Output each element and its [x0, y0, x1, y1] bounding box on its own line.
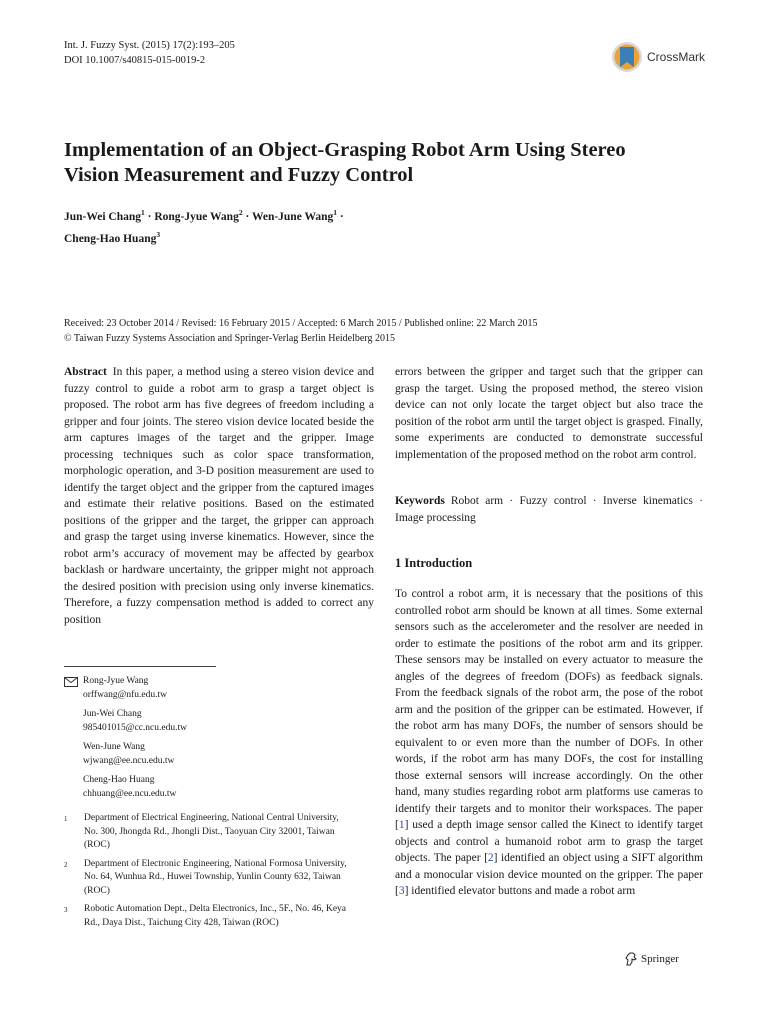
- abstract-continuation: [395, 364, 703, 463]
- contact-entry: [64, 741, 374, 768]
- author-name: Rong-Jyue Wang: [154, 210, 239, 223]
- doi: DOI 10.1007/s40815-015-0019-2: [64, 55, 206, 66]
- dates-line: Received: 23 October 2014 / Revised: 16 February 2015 / Accepted: 6 March 2015 / Published online: 22 March 2015: [64, 318, 538, 329]
- author-affil-marker: 3: [156, 229, 161, 239]
- keywords: [395, 493, 703, 526]
- publisher-name: Springer: [641, 953, 679, 965]
- introduction-paragraph: [395, 586, 703, 900]
- affiliation-number: 1: [64, 815, 68, 823]
- envelope-icon: [64, 677, 78, 687]
- abstract: [64, 364, 374, 628]
- citation-link[interactable]: 1: [398, 819, 405, 831]
- affiliation-text: Department of Electronic Engineering, National Formosa University, No. 64, Wunhua Rd., Huwei Township, Yunlin County 632, Taiwan (ROC): [84, 858, 347, 896]
- author-name: Jun-Wei Chang: [64, 210, 142, 223]
- affiliation-item: [64, 858, 374, 899]
- affiliation-number: 2: [64, 860, 68, 869]
- abstract-body: In this paper, a method using a stereo vision device and fuzzy control to guide a robot arm to grasp a target object is proposed. The robot arm has five degrees of freedom including a gripper and four joints. The stereo vision device located beside the arm captures images of the target and the gripper. Image processing techniques such as color space transformation, morphologic operation, and 3-D position measurement are used to identify the target object and the gripper from the captured images and estimate their relative positions. Based on the estimated positions of the gripper and the target, the gripper can approach and grasp the target using inverse kinematics. However, since the robot arm’s accuracy of movement may be affected by gearbox backlash or hardware uncertainty, the gripper might not approach the desired position with precision using only inverse kinematics. Therefore, a fuzzy compensation method is added to correct any position: [64, 366, 374, 626]
- journal-citation: Int. J. Fuzzy Syst. (2015) 17(2):193–205: [64, 40, 235, 51]
- affiliation-text: Department of Electrical Engineering, National Central University, No. 300, Jhongda Rd., Jhongli Dist., Taoyuan City 32001, Taiwan (ROC): [84, 813, 339, 850]
- crossmark-badge[interactable]: [611, 40, 705, 74]
- contact-name: Rong-Jyue Wang: [83, 676, 149, 686]
- contact-email[interactable]: orffwang@nfu.edu.tw: [83, 689, 168, 700]
- springer-horse-icon: [624, 952, 638, 966]
- abstract-continuation-text: errors between the gripper and target such that the gripper can grasp the target. Using the proposed method, the stereo vision device can not only locate the target object but also trace the position of the robot arm until the target object is grasped. Finally, some experiments are conducted to demonstrate successful implementation of the proposed method on the robot arm control.: [395, 366, 703, 461]
- title-line: Implementation of an Object-Grasping Robot Arm Using Stereo: [64, 139, 626, 161]
- author-separator: ·: [242, 210, 252, 223]
- introduction-text: To control a robot arm, it is necessary that the positions of this controlled robot arm should be known at all times. Some external sensors such as the accelerometer and the resolver are needed in order to estimate the positions of the robot arm and its gripper. These sensors may be installed on every actuator to measure the angles of the degrees of freedom (DOFs) as feedback signals. From the feedback signals of the robot arm, the pose of the robot arm and the position of the gripper can be estimated. However, if the robot arm has many DOFs, the number of sensors should be equivalent to or even more than the number of DOFs. In other words, if the robot arm has many DOFs, the cost for installing those external sensors will increase accordingly. On the other hand, many studies regarding robot arm platforms use cameras to identify their targets and to monitor their workspaces. The paper [: [395, 588, 703, 831]
- introduction-body: [395, 586, 703, 900]
- keywords-text: Robot arm · Fuzzy control · Inverse kinematics · Image processing: [395, 495, 703, 524]
- affiliation-item: [64, 812, 374, 853]
- affiliation-item: [64, 903, 374, 930]
- keywords-heading: Keywords: [395, 495, 445, 507]
- author-separator: ·: [144, 210, 155, 223]
- journal-header: [64, 38, 235, 68]
- contact-email[interactable]: 985401015@cc.ncu.edu.tw: [83, 722, 187, 733]
- contact-email[interactable]: chhuang@ee.ncu.edu.tw: [83, 788, 177, 799]
- abstract-heading: Abstract: [64, 366, 107, 378]
- author-affil-marker: 2: [238, 208, 243, 217]
- author-affil-marker: 1: [333, 208, 337, 217]
- contact-email[interactable]: wjwang@ee.ncu.edu.tw: [83, 755, 175, 766]
- author-affil-marker: 1: [141, 208, 145, 217]
- author-name: Cheng-Hao Huang: [64, 232, 157, 245]
- copyright-line: © Taiwan Fuzzy Systems Association and Springer-Verlag Berlin Heidelberg 2015: [64, 333, 395, 344]
- contact-name: Wen-June Wang: [83, 742, 145, 752]
- history-block: [64, 316, 714, 346]
- contact-name: Cheng-Hao Huang: [83, 775, 155, 785]
- crossmark-logo-icon: [611, 40, 643, 74]
- affiliation-list: [64, 812, 374, 930]
- contact-list: [64, 675, 374, 807]
- citation-link[interactable]: 3: [398, 885, 405, 897]
- author-name: Wen-June Wang: [251, 210, 334, 223]
- introduction-text: ] identified elevator buttons and made a robot arm: [404, 885, 636, 897]
- citation-link[interactable]: 2: [487, 852, 494, 864]
- author-list: [64, 204, 424, 248]
- contact-name: Jun-Wei Chang: [83, 709, 142, 719]
- footnote-divider: [64, 666, 216, 667]
- contact-entry: [64, 708, 374, 735]
- paper-title: [64, 138, 714, 188]
- introduction-text: ] identified an object using a SIFT algorithm and a monocular vision device mounted on the gripper. The paper [: [395, 852, 703, 897]
- crossmark-label: CrossMark: [647, 50, 706, 64]
- author-separator: ·: [337, 210, 344, 223]
- title-line: Vision Measurement and Fuzzy Control: [64, 164, 414, 186]
- publisher-logo: [624, 952, 679, 966]
- affiliation-text: Robotic Automation Dept., Delta Electronics, Inc., 5F., No. 46, Keya Rd., Daya Dist., Taichung City 428, Taiwan (ROC): [84, 904, 347, 928]
- contact-entry: [64, 774, 374, 801]
- affiliation-number: 3: [64, 906, 68, 914]
- contact-entry-corresponding: [64, 675, 374, 702]
- section-heading-introduction: 1 Introduction: [395, 556, 473, 570]
- introduction-text: ] used a depth image sensor called the Kinect to identify target objects and control a humanoid robot arm to grasp the target objects. The paper [: [395, 819, 703, 864]
